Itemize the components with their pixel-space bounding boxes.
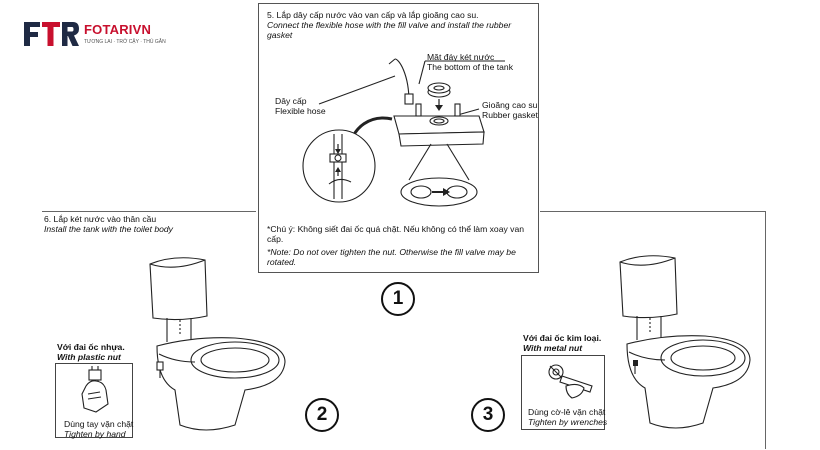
ftr-logo-icon — [22, 20, 80, 48]
label-hose-vi: Dây cấp — [275, 96, 307, 106]
note-en-1: *Note: Do not over tighten the nut. Otherwise the fill valve may be — [267, 247, 516, 257]
step-number-3: 3 — [471, 398, 505, 432]
step5-title-en-1: Connect the flexible hose with the fill valve and install the rubber — [267, 20, 512, 30]
left-caption-vi: Dùng tay vặn chặt — [64, 419, 134, 429]
note-vi-1: *Chú ý: Không siết đai ốc quá chặt. Nếu không có thể làm xoay van — [267, 224, 525, 234]
step5-title-vi: 5. Lắp dây cấp nước vào van cấp và lắp gioăng cao su. — [267, 10, 479, 20]
step5-illustration — [259, 4, 540, 219]
step6-title-en: Install the tank with the toilet body — [44, 224, 173, 234]
label-hose-en: Flexible hose — [275, 106, 326, 116]
right-caption-en: Tighten by wrenches — [528, 417, 608, 427]
right-heading-vi: Với đai ốc kim loại. — [523, 333, 602, 343]
label-gasket-vi: Gioăng cao su — [482, 100, 538, 110]
step-number-2: 2 — [305, 398, 339, 432]
left-heading-vi: Với đai ốc nhựa. — [57, 342, 125, 352]
step6-divider — [42, 211, 256, 212]
step5-title-en-2: gasket — [267, 30, 293, 40]
left-heading-en: With plastic nut — [57, 352, 121, 362]
right-heading-en: With metal nut — [523, 343, 583, 353]
hand-tighten-icon — [56, 364, 134, 414]
step-number-1: 1 — [381, 282, 415, 316]
label-tank-bottom-en: The bottom of the tank — [427, 62, 513, 72]
toilet-right-illustration — [605, 248, 765, 448]
label-gasket-en: Rubber gasket — [482, 110, 538, 120]
label-tank-bottom-vi: Mặt đáy két nước — [427, 52, 495, 62]
brand-logo — [22, 20, 166, 50]
step5-panel — [258, 3, 539, 273]
note-en-2: rotated. — [267, 257, 297, 267]
step6-title-vi: 6. Lắp két nước vào thân cầu — [44, 214, 157, 224]
brand-tagline: TƯƠNG LAI · TRỞ CẬY · THÚ GẮN — [84, 39, 166, 45]
brand-name: FOTARIVN — [84, 22, 152, 37]
note-vi-2: cấp. — [267, 234, 284, 244]
wrench-tighten-icon — [522, 356, 606, 404]
right-border — [765, 211, 766, 449]
left-inset-box — [55, 363, 133, 438]
right-inset-box — [521, 355, 608, 430]
right-caption-vi: Dùng cờ-lê vặn chặt — [528, 407, 606, 417]
left-caption-en: Tighten by hand — [64, 429, 126, 439]
toilet-left-illustration — [135, 250, 305, 450]
step6-divider-right — [540, 211, 765, 212]
